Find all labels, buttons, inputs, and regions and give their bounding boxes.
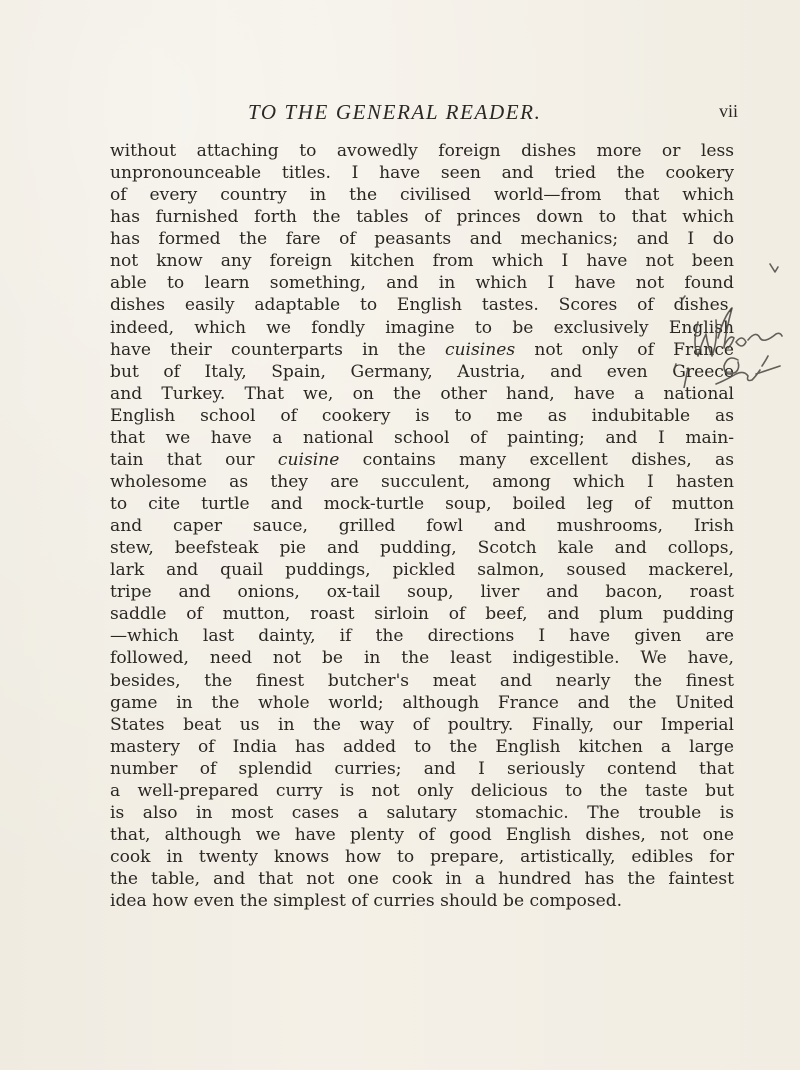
text-segment: that, although we have plenty of good English dishes, not one (110, 824, 734, 845)
text-segment: indeed, which we fondly imagine to be exclusively English (110, 317, 734, 338)
text-segment: the table, and that not one cook in a hundred has the faintest (110, 869, 734, 890)
text-line (110, 162, 734, 184)
text-line (110, 714, 734, 736)
text-segment: stew, beefsteak pie and pudding, Scotch kale and collops, (110, 538, 734, 559)
text-line (110, 427, 734, 449)
text-segment: have their counterparts in the (110, 339, 445, 360)
text-segment: States beat us in the way of poultry. Finally, our Imperial (110, 714, 734, 735)
text-segment: but of Italy, Spain, Germany, Austria, and even Greece (110, 361, 734, 382)
text-line (110, 228, 734, 250)
text-segment: not only of France (515, 339, 735, 360)
text-segment: that we have a national school of painting; and I main- (110, 427, 734, 448)
text-line (110, 206, 734, 228)
text-segment: tain that our (110, 449, 278, 470)
text-segment: not know any foreign kitchen from which I have not been (110, 251, 734, 272)
italic-term: cuisines (444, 339, 516, 360)
text-line (110, 780, 734, 802)
text-line (110, 581, 734, 603)
text-line (110, 647, 734, 669)
handwritten-marginalia (668, 258, 788, 388)
text-line (110, 294, 734, 316)
text-segment: of every country in the civilised world—from that which (110, 185, 734, 206)
text-segment: a well-prepared curry is not only delicious to the taste but (110, 780, 734, 801)
text-line (110, 339, 734, 361)
text-segment: game in the whole world; although France and the United (110, 692, 734, 713)
text-segment: without attaching to avowedly foreign dishes more or less (110, 141, 734, 161)
text-line (110, 824, 734, 846)
text-segment: English school of cookery is to me as indubitable as (110, 405, 734, 426)
text-segment: contains many excellent dishes, as (339, 449, 734, 470)
text-segment: number of splendid curries; and I seriously contend that (110, 758, 734, 779)
text-line (110, 405, 734, 427)
text-segment: able to learn something, and in which I have not found (110, 273, 734, 294)
text-segment: dishes easily adaptable to English tastes. Scores of dishes, (110, 295, 734, 316)
text-line (110, 736, 734, 758)
text-line (110, 758, 734, 780)
text-segment: unpronounceable titles. I have seen and tried the cookery (110, 163, 734, 184)
text-line (110, 515, 734, 537)
text-line (110, 449, 734, 471)
text-line (110, 559, 734, 581)
text-line (110, 383, 734, 405)
text-segment: mastery of India has added to the English kitchen a large (110, 736, 734, 757)
text-segment: tripe and onions, ox-tail soup, liver and bacon, roast (110, 582, 734, 603)
text-line (110, 802, 734, 824)
text-line (110, 272, 734, 294)
pencil-annotation-icon (668, 258, 788, 388)
text-line (110, 140, 734, 162)
text-line (110, 471, 734, 493)
text-line (110, 890, 734, 912)
text-line (110, 625, 734, 647)
text-segment: besides, the finest butcher's meat and nearly the finest (110, 670, 734, 691)
text-segment: lark and quail puddings, pickled salmon, soused mackerel, (110, 560, 734, 581)
text-line (110, 868, 734, 890)
text-line (110, 846, 734, 868)
text-segment: has formed the fare of peasants and mechanics; and I do (110, 229, 734, 250)
text-line (110, 603, 734, 625)
text-segment: saddle of mutton, roast sirloin of beef, and plum pudding (110, 604, 734, 625)
text-line (110, 692, 734, 714)
text-line (110, 493, 734, 515)
italic-term: cuisine (277, 449, 340, 470)
text-segment: and caper sauce, grilled fowl and mushrooms, Irish (110, 516, 734, 537)
text-line (110, 317, 734, 339)
page-header (248, 100, 738, 124)
text-segment: followed, need not be in the least indigestible. We have, (110, 648, 734, 669)
text-segment: cook in twenty knows how to prepare, artistically, edibles for (110, 847, 734, 867)
text-line (110, 184, 734, 206)
text-segment: is also in most cases a salutary stomachic. The trouble is (110, 802, 734, 823)
text-segment: idea how even the simplest of curries should be composed. (110, 891, 623, 912)
text-segment: wholesome as they are succulent, among which I hasten (110, 471, 734, 492)
page-number: vii (718, 101, 738, 121)
text-segment: has furnished forth the tables of princes down to that which (110, 207, 734, 228)
running-head: TO THE GENERAL READER. (248, 100, 542, 124)
text-line (110, 250, 734, 272)
text-line (110, 361, 734, 383)
text-segment: —which last dainty, if the directions I have given are (110, 626, 734, 647)
text-line (110, 537, 734, 559)
body-paragraph (110, 140, 734, 912)
text-segment: and Turkey. That we, on the other hand, have a national (110, 383, 734, 404)
text-line (110, 670, 734, 692)
text-segment: to cite turtle and mock-turtle soup, boiled leg of mutton (110, 494, 734, 514)
